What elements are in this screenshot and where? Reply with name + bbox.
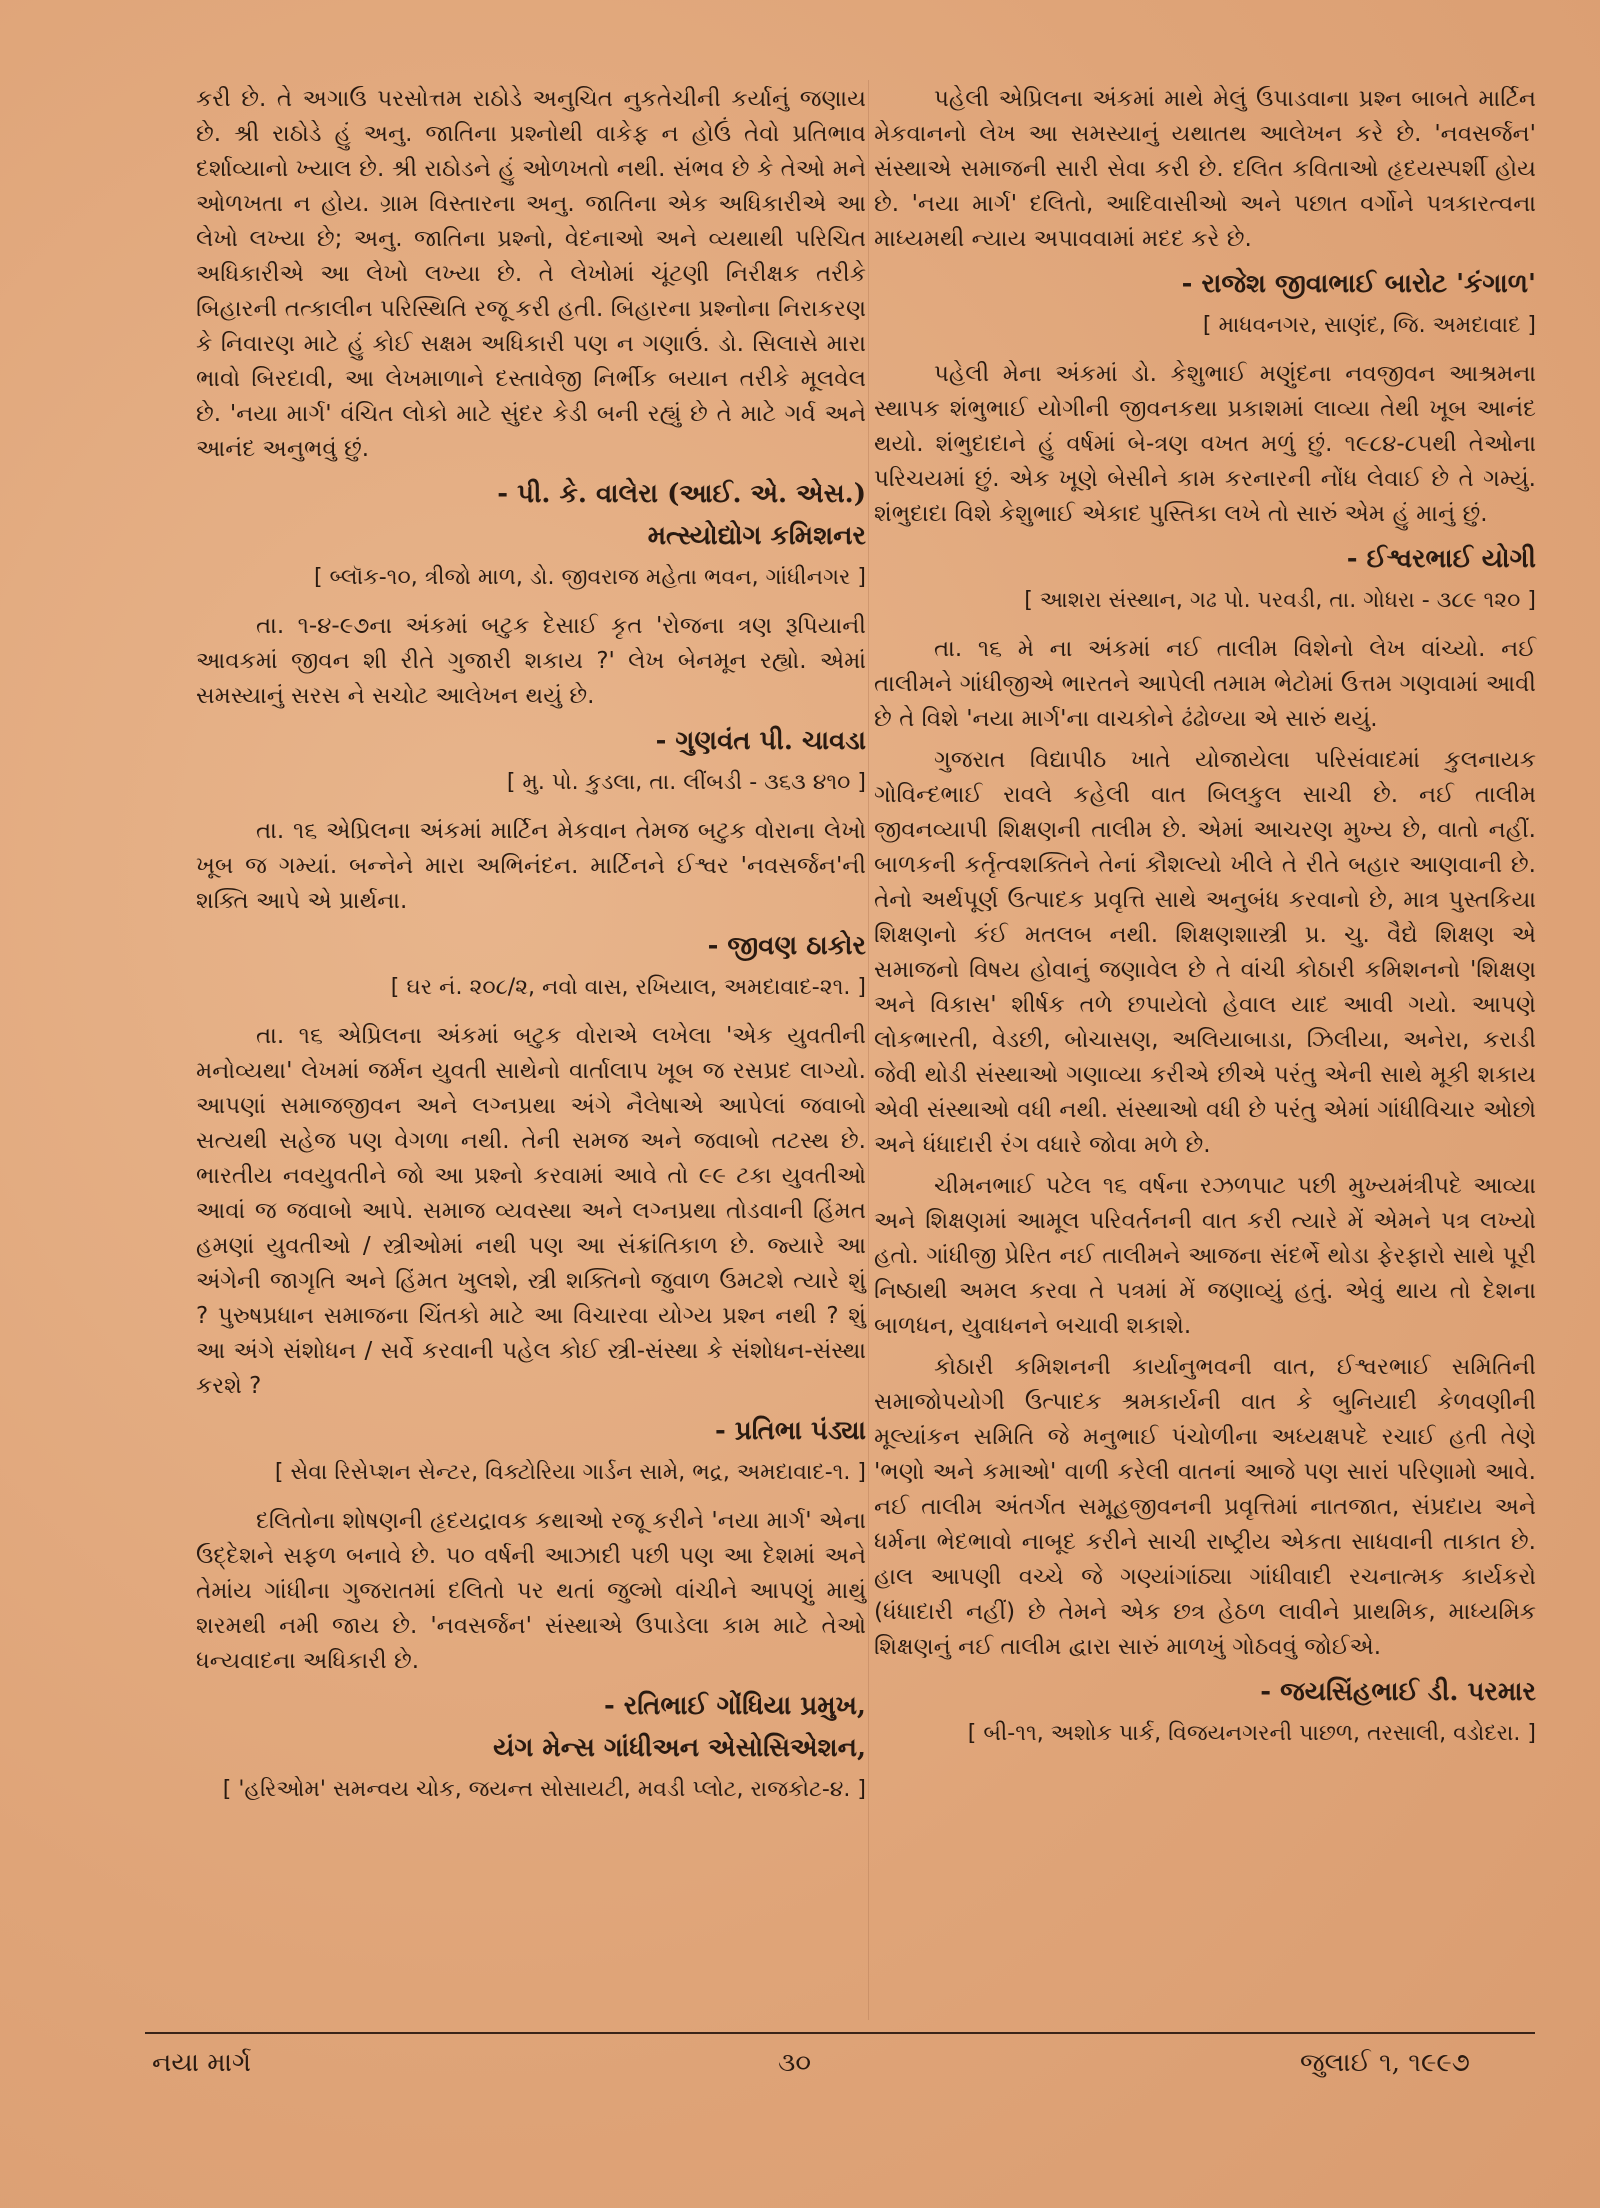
letter-signature: - પી. કે. વાલેરા (આઈ. એ. એસ.) <box>497 479 866 509</box>
letter-paragraph: દલિતોના શોષણની હૃદયદ્રાવક કથાઓ રજૂ કરીને 'નયા માર્ગ' એના ઉદ્દેશને સફળ બનાવે છે. ૫૦ વર્ષની આઝાદી પછી પણ આ દેશમાં અને તેમાંય ગાંધીના ગુજરાતમાં દલિતો પર થતાં જુલ્મો વાંચીને આપણું માથું શરમથી નમી જાય છે. 'નવસર્જન' સંસ્થાએ ઉપાડેલા કામ માટે તેઓ ધન્યવાદના અધિકારી છે. <box>196 1508 866 1674</box>
column-divider <box>868 80 869 2020</box>
letter-to-editor <box>196 814 866 1005</box>
letter-signature: - જીવણ ઠાકોર <box>707 931 866 961</box>
letter-signature: - પ્રતિભા પંડ્યા <box>715 1416 866 1446</box>
letter-paragraph: કોઠારી કમિશનની કાર્યાનુભવની વાત, ઈશ્વરભાઈ સમિતિની સમાજોપયોગી ઉત્પાદક શ્રમકાર્યની વાત કે બુનિયાદી કેળવણીની મૂલ્યાંકન સમિતિ જે મનુભાઈ પંચોળીના અધ્યક્ષપદે રચાઈ હતી તેણે 'ભણો અને કમાઓ' વાળી કરેલી વાતનાં આજે પણ સારાં પરિણામો આવે. નઈ તાલીમ અંતર્ગત સમૂહજીવનની પ્રવૃત્તિમાં નાતજાત, સંપ્રદાય અને ધર્મના ભેદભાવો નાબૂદ કરીને સાચી રાષ્ટ્રીય એકતા સાધવાની તાકાત છે. હાલ આપણી વચ્ચે જે ગણ્યાંગાંઠ્યા ગાંધીવાદી રચનાત્મક કાર્યકરો (ધંધાદારી નહીં) છે તેમને એક છત્ર હેઠળ લાવીને પ્રાથમિક, માધ્યમિક શિક્ષણનું નઈ તાલીમ દ્વારા સારું માળખું ગોઠવવું જોઈએ. <box>874 1354 1536 1660</box>
letter-paragraph: કરી છે. તે અગાઉ પરસોત્તમ રાઠોડે અનુચિત નુકતેચીની કર્યાનું જણાય છે. શ્રી રાઠોડે હું અનુ. જાતિના પ્રશ્નોથી વાકેફ ન હોઉં તેવો પ્રતિભાવ દર્શાવ્યાનો ખ્યાલ છે. શ્રી રાઠોડને હું ઓળખતો નથી. સંભવ છે કે તેઓ મને ઓળખતા ન હોય. ગ્રામ વિસ્તારના અનુ. જાતિના એક અધિકારીએ આ લેખો લખ્યા છે; અનુ. જાતિના પ્રશ્નો, વેદનાઓ અને વ્યથાથી પરિચિત અધિકારીએ આ લેખો લખ્યા છે. તે લેખોમાં ચૂંટણી નિરીક્ષક તરીકે બિહારની તત્કાલીન પરિસ્થિતિ રજૂ કરી હતી. બિહારના પ્રશ્નોના નિરાકરણ કે નિવારણ માટે હું કોઈ સક્ષમ અધિકારી પણ ન ગણાઉં. ડો. સિલાસે મારા ભાવો બિરદાવી, આ લેખમાળાને દસ્તાવેજી નિર્ભીક બયાન તરીકે મૂલવેલ છે. 'નયા માર્ગ' વંચિત લોકો માટે સુંદર કેડી બની રહ્યું છે તે માટે ગર્વ અને આનંદ અનુભવું છું. <box>196 86 866 462</box>
letter-paragraph: પહેલી મેના અંકમાં ડો. કેશુભાઈ મણુંદના નવજીવન આશ્રમના સ્થાપક શંભુભાઈ યોગીની જીવનકથા પ્રકાશમાં લાવ્યા તેથી ખૂબ આનંદ થયો. શંભુદાદાને હું વર્ષમાં બે-ત્રણ વખત મળું છું. ૧૯૮૪-૮૫થી તેઓના પરિચયમાં છું. એક ખૂણે બેસીને કામ કરનારની નોંધ લેવાઈ છે તે ગમ્યું. શંભુદાદા વિશે કેશુભાઈ એકાદ પુસ્તિકા લખે તો સારું એમ હું માનું છું. <box>874 361 1536 527</box>
letter-paragraph: ગુજરાત વિદ્યાપીઠ ખાતે યોજાયેલા પરિસંવાદમાં કુલનાયક ગોવિન્દભાઈ રાવલે કહેલી વાત બિલકુલ સાચી છે. નઈ તાલીમ જીવનવ્યાપી શિક્ષણની તાલીમ છે. એમાં આચરણ મુખ્ય છે, વાતો નહીં. બાળકની કર્તૃત્વશક્તિને તેનાં કૌશલ્યો ખીલે તે રીતે બહાર આણવાની છે. તેનો અર્થપૂર્ણ ઉત્પાદક પ્રવૃત્તિ સાથે અનુબંધ કરવાનો છે, માત્ર પુસ્તકિયા શિક્ષણનો કંઈ મતલબ નથી. શિક્ષણશાસ્ત્રી પ્ર. ચુ. વૈદ્યે શિક્ષણ એ સમાજનો વિષય હોવાનું જણાવેલ છે તે વાંચી કોઠારી કમિશનનો 'શિક્ષણ અને વિકાસ' શીર્ષક તળે છપાયેલો હેવાલ યાદ આવી ગયો. આપણે લોકભારતી, વેડછી, બોચાસણ, અલિયાબાડા, ઝિલીયા, અનેરા, કરાડી જેવી થોડી સંસ્થાઓ ગણાવ્યા કરીએ છીએ પરંતુ એની સાથે મૂકી શકાય એવી સંસ્થાઓ વધી નથી. સંસ્થાઓ વધી છે પરંતુ એમાં ગાંધીવિચાર ઓછો અને ધંધાદારી રંગ વધારે જોવા મળે છે. <box>874 747 1536 1158</box>
letter-paragraph: તા. ૧-૪-૯૭ના અંકમાં બટુક દેસાઈ કૃત 'રોજના ત્રણ રૂપિયાની આવકમાં જીવન શી રીતે ગુજારી શકાય ?' લેખ બેનમૂન રહ્યો. એમાં સમસ્યાનું સરસ ને સચોટ આલેખન થયું છે. <box>196 613 866 709</box>
footer-page-number: ૩૦ <box>778 2048 811 2078</box>
letter-signature: - ગુણવંત પી. ચાવડા <box>655 726 866 756</box>
letter-address: [ બી-૧૧, અશોક પાર્ક, વિજયનગરની પાછળ, તરસાલી, વડોદરા. ] <box>874 1717 1536 1751</box>
letter-paragraph: તા. ૧૬ એપ્રિલના અંકમાં માર્ટિન મેકવાન તેમજ બટુક વોરાના લેખો ખૂબ જ ગમ્યાં. બન્નેને મારા અભિનંદન. માર્ટિનને ઈશ્વર 'નવસર્જન'ની શક્તિ આપે એ પ્રાર્થના. <box>196 818 866 914</box>
letter-signature-title: મત્સ્યોદ્યોગ કમિશનર <box>647 521 866 551</box>
letter-signature: - રાજેશ જીવાભાઈ બારોટ 'કંગાળ' <box>1181 269 1536 299</box>
letter-paragraph: પહેલી એપ્રિલના અંકમાં માથે મેલું ઉપાડવાના પ્રશ્ન બાબતે માર્ટિન મેકવાનનો લેખ આ સમસ્યાનું યથાતથ આલેખન કરે છે. 'નવસર્જન' સંસ્થાએ સમાજની સારી સેવા કરી છે. દલિત કવિતાઓ હૃદયસ્પર્શી હોય છે. 'નયા માર્ગ' દલિતો, આદિવાસીઓ અને પછાત વર્ગોને પત્રકારત્વના માધ્યમથી ન્યાય અપાવવામાં મદદ કરે છે. <box>874 86 1536 252</box>
letter-to-editor <box>874 82 1536 343</box>
letter-to-editor <box>196 82 866 595</box>
letter-paragraph: ચીમનભાઈ પટેલ ૧૬ વર્ષના રઝળપાટ પછી મુખ્યમંત્રીપદે આવ્યા અને શિક્ષણમાં આમૂલ પરિવર્તનની વાત કરી ત્યારે મેં એમને પત્ર લખ્યો હતો. ગાંધીજી પ્રેરિત નઈ તાલીમને આજના સંદર્ભે થોડા ફેરફારો સાથે પૂરી નિષ્ઠાથી અમલ કરવા તે પત્રમાં મેં જણાવ્યું હતું. એવું થાય તો દેશના બાળધન, યુવાધનને બચાવી શકાશે. <box>874 1173 1536 1339</box>
footer-publication: નયા માર્ગ <box>152 2048 252 2078</box>
letter-address: [ સેવા રિસેપ્શન સેન્ટર, વિક્ટોરિયા ગાર્ડન સામે, ભદ્ર, અમદાવાદ-૧. ] <box>196 1456 866 1490</box>
letter-address: [ બ્લૉક-૧૦, ત્રીજો માળ, ડો. જીવરાજ મહેતા ભવન, ગાંધીનગર ] <box>196 561 866 595</box>
footer-date: જુલાઈ ૧, ૧૯૯૭ <box>1300 2048 1470 2078</box>
letter-signature: - જયસિંહભાઈ ડી. પરમાર <box>1260 1677 1536 1707</box>
right-column <box>874 82 1536 1765</box>
letter-paragraph: તા. ૧૬ મે ના અંકમાં નઈ તાલીમ વિશેનો લેખ વાંચ્યો. નઈ તાલીમને ગાંધીજીએ ભારતને આપેલી તમામ ભેટોમાં ઉત્તમ ગણવામાં આવી છે તે વિશે 'નયા માર્ગ'ના વાચકોને ઢંઢોળ્યા એ સારું થયું. <box>874 636 1536 732</box>
letter-signature: - ઈશ્વરભાઈ યોગી <box>1346 544 1536 574</box>
letter-address: [ આશરા સંસ્થાન, ગઢ પો. પરવડી, તા. ગોધરા - ૩૮૯ ૧૨૦ ] <box>874 584 1536 618</box>
letter-address: [ 'હરિઓમ' સમન્વય ચોક, જયન્ત સોસાયટી, મવડી પ્લોટ, રાજકોટ-૪. ] <box>196 1773 866 1807</box>
letter-to-editor <box>196 1019 866 1490</box>
letter-address: [ મુ. પો. કુડલા, તા. લીંબડી - ૩૬૩ ૪૧૦ ] <box>196 766 866 800</box>
letter-to-editor <box>874 632 1536 1751</box>
letter-to-editor <box>196 609 866 800</box>
letter-to-editor <box>874 357 1536 618</box>
letter-paragraph: તા. ૧૬ એપ્રિલના અંકમાં બટુક વોરાએ લખેલા 'એક યુવતીની મનોવ્યથા' લેખમાં જર્મન યુવતી સાથેનો વાર્તાલાપ ખૂબ જ રસપ્રદ લાગ્યો. આપણાં સમાજજીવન અને લગ્નપ્રથા અંગે નૈલેષાએ આપેલાં જવાબો સત્યથી સહેજ પણ વેગળા નથી. તેની સમજ અને જવાબો તટસ્થ છે. ભારતીય નવયુવતીને જો આ પ્રશ્નો કરવામાં આવે તો ૯૯ ટકા યુવતીઓ આવાં જ જવાબો આપે. સમાજ વ્યવસ્થા અને લગ્નપ્રથા તોડવાની હિંમત હમણાં યુવતીઓ / સ્ત્રીઓમાં નથી પણ આ સંક્રાંતિકાળ છે. જ્યારે આ અંગેની જાગૃતિ અને હિંમત ખુલશે, સ્ત્રી શક્તિનો જુવાળ ઉમટશે ત્યારે શું ? પુરુષપ્રધાન સમાજના ચિંતકો માટે આ વિચારવા યોગ્ય પ્રશ્ન નથી ? શું આ અંગે સંશોધન / સર્વે કરવાની પહેલ કોઈ સ્ત્રી-સંસ્થા કે સંશોધન-સંસ્થા કરશે ? <box>196 1023 867 1399</box>
letter-address: [ માધવનગર, સાણંદ, જિ. અમદાવાદ ] <box>874 309 1536 343</box>
letter-address: [ ઘર નં. ૨૦૮/૨, નવો વાસ, રખિયાલ, અમદાવાદ-૨૧. ] <box>196 971 866 1005</box>
letter-signature-title: યંગ મેન્સ ગાંધીઅન એસોસિએશન, <box>493 1733 866 1763</box>
footer-rule <box>145 2032 1535 2034</box>
letter-to-editor <box>196 1504 866 1807</box>
letter-signature: - રતિભાઈ ગોંધિયા પ્રમુખ, <box>603 1691 866 1721</box>
left-column <box>196 82 866 1821</box>
